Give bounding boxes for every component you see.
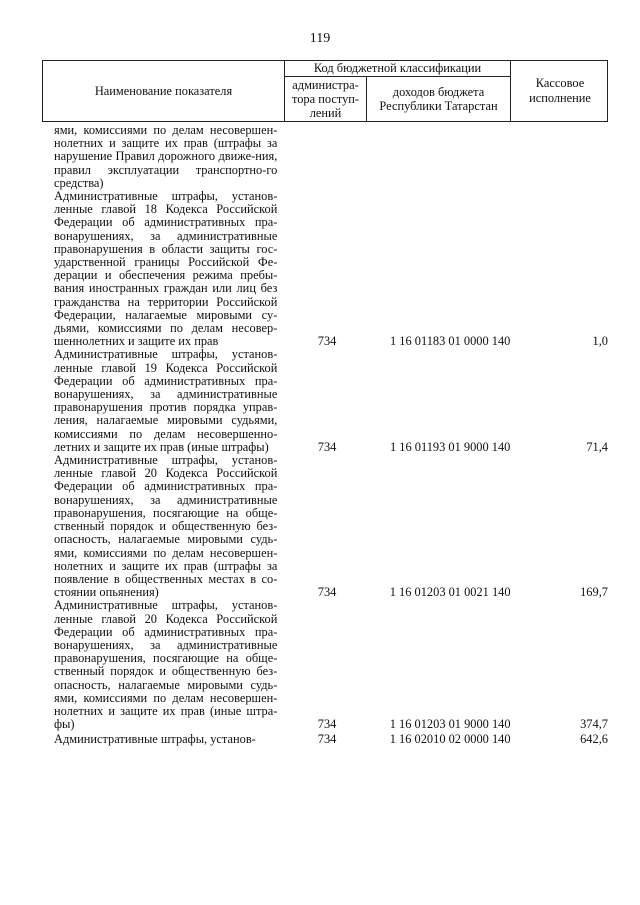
row-name: Административные штрафы, установ-ленные главой 18 Кодекса Российской Федерации об административных пра-вонарушениях, за административные правонарушения в области защиты гос-ударственной границы Российской Фе-дерации и обеспечения режима пребы-вания иностранных граждан или лиц без гражданства на территории Российской Федерации, налагаемые мировыми су-дьями, комиссиями по делам несовер-шеннолетних и защите их прав [54,189,278,349]
header-cash: Кассовое исполнение [510,61,609,121]
row-amount: 169,7 [580,585,608,600]
table-header [42,60,608,122]
header-admin: администра-тора поступ-лений [285,77,367,121]
row-code: 1 16 01203 01 9000 140 [389,717,511,732]
header-name: Наименование показателя [43,61,285,121]
row-name: Административные штрафы, установ- [54,732,256,747]
row-admin: 734 [317,585,337,600]
table-row [42,733,608,746]
row-name: Административные штрафы, установ-ленные главой 20 Кодекса Российской Федерации об административных пра-вонарушениях, за административные правонарушения, посягающие на обще-ственный порядок и общественную без-опасность, налагаемые мировыми судь-ями, комиссиями по делам несовершен-нолетних и защите их прав (иные штра-фы) [54,598,278,732]
row-name: ями, комиссиями по делам несовершен-нолетних и защите их прав (штрафы за нарушение Правил дорожного движе-ния, правил эксплуатации транспортно-го средства) [54,123,278,190]
budget-table [42,60,608,747]
table-body [42,124,608,747]
row-admin: 734 [317,717,337,732]
header-income: доходов бюджета Республики Татарстан [379,85,498,113]
row-amount: 642,6 [580,732,608,747]
row-admin: 734 [317,439,337,454]
row-amount: 1,0 [592,334,608,349]
row-code: 1 16 01183 01 0000 140 [389,334,511,349]
row-name: Административные штрафы, установ-ленные главой 20 Кодекса Российской Федерации об административных пра-вонарушениях, за административные правонарушения, посягающие на обще-ственный порядок и общественную без-опасность, налагаемые мировыми судь-ями, комиссиями по делам несовершен-нолетних и защите их прав (штрафы за появление в общественных местах в со-стоянии опьянения) [54,453,278,600]
row-amount: 71,4 [586,439,608,454]
row-code: 1 16 01193 01 9000 140 [389,439,511,454]
row-code: 1 16 02010 02 0000 140 [389,732,511,747]
page-number: 119 [309,31,331,46]
row-admin: 734 [317,732,337,747]
row-amount: 374,7 [580,717,608,732]
header-code-title: Код бюджетной классификации [285,61,510,77]
table-row [42,454,608,599]
table-row [42,124,608,190]
row-name: Административные штрафы, установ-ленные главой 19 Кодекса Российской Федерации об административных пра-вонарушениях, за административные правонарушения против порядка управ-ления, налагаемые мировыми судьями, комиссиями по делам несовершенно-летних и защите их прав (иные штрафы) [54,347,278,454]
table-row [42,190,608,348]
row-admin: 734 [317,334,337,349]
table-row [42,599,608,731]
row-code: 1 16 01203 01 0021 140 [389,585,511,600]
table-row [42,348,608,454]
